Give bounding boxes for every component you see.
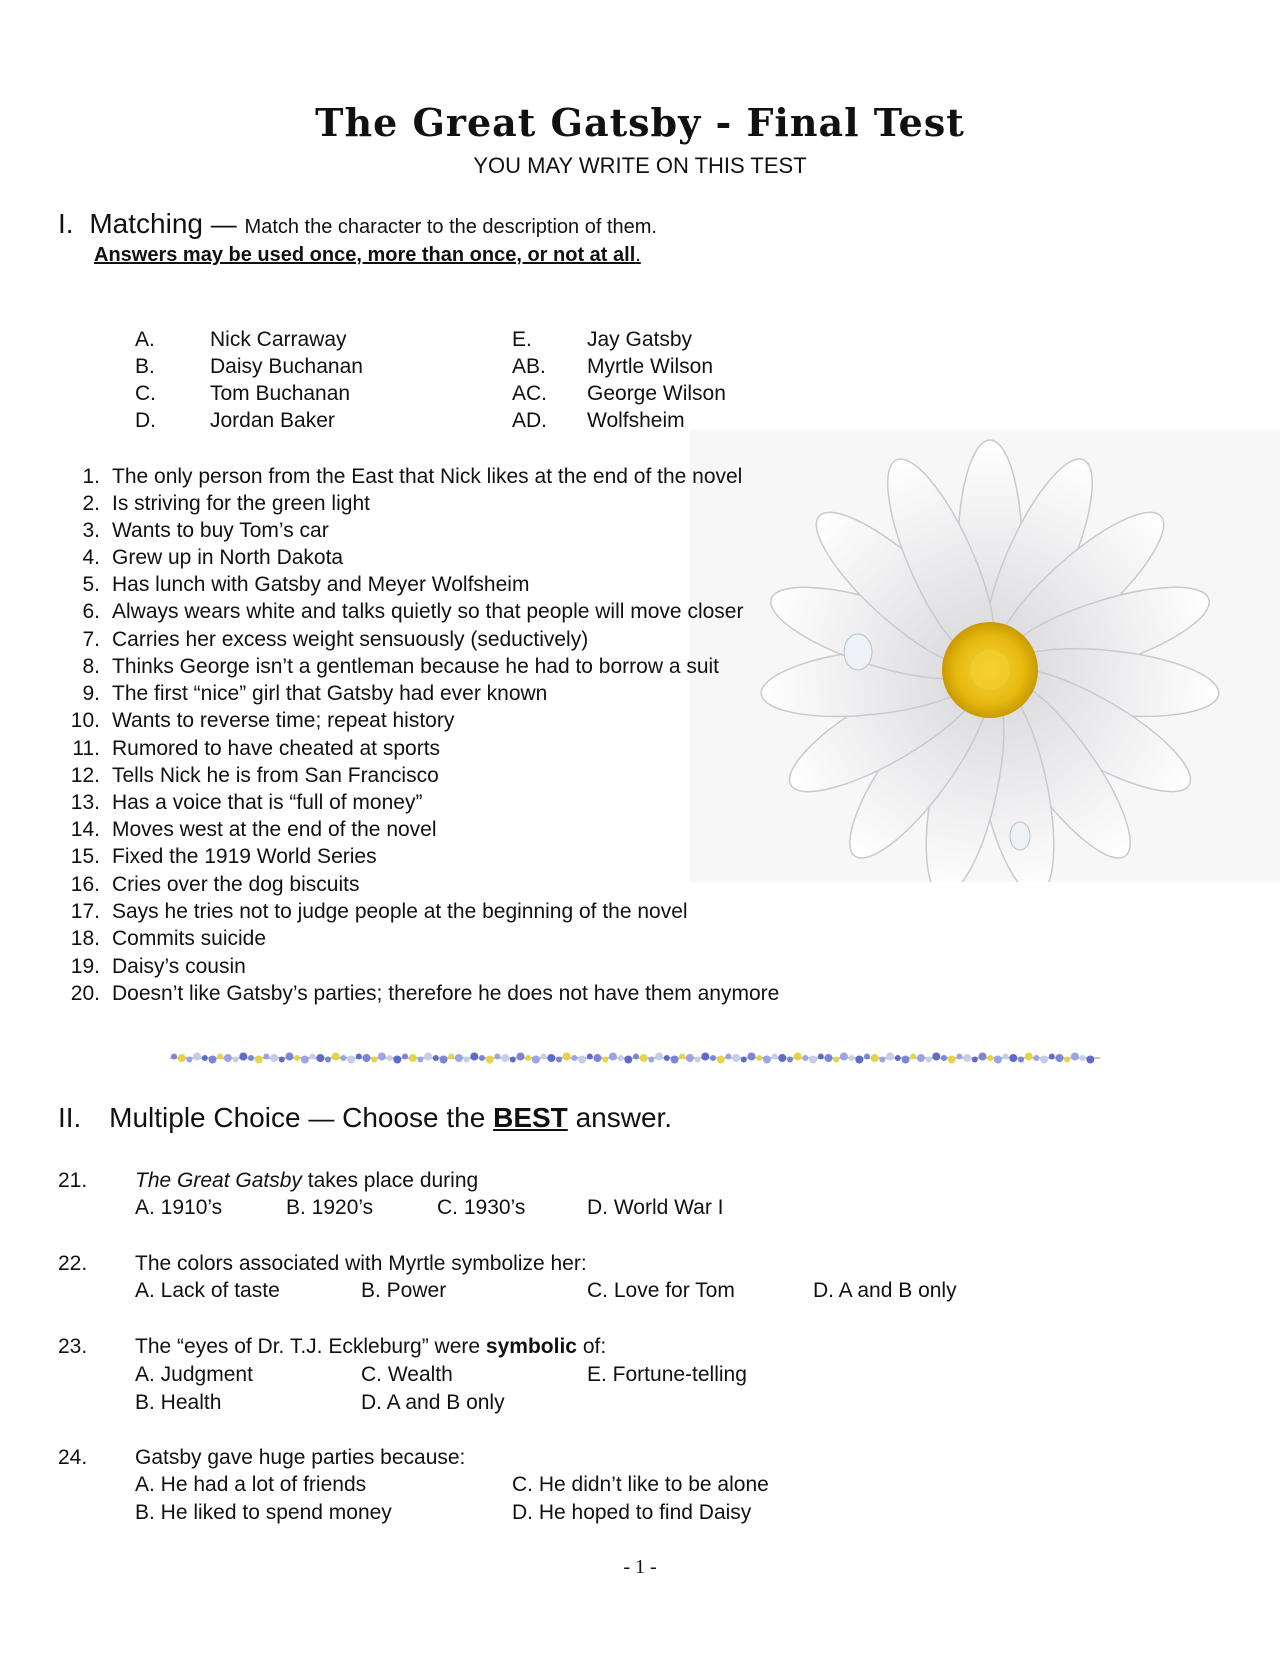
divider-flower (655, 1053, 663, 1061)
mc-option-c: C. 1930’s (437, 1196, 526, 1219)
divider-flower (1064, 1057, 1070, 1063)
mc-option-b: B. Power (361, 1279, 447, 1302)
answers-rule (94, 244, 641, 267)
matching-question (58, 955, 246, 979)
mc-question-text (135, 1169, 478, 1193)
matching-question (58, 818, 437, 842)
mc-option-b: B. Health (135, 1391, 222, 1414)
question-text: The only person from the East that Nick likes at the end of the novel (112, 465, 743, 488)
divider-flower (825, 1054, 833, 1062)
divider-flower (387, 1055, 393, 1061)
book-title: The Great Gatsby (135, 1169, 302, 1192)
divider-flower (932, 1053, 940, 1061)
section-2-title: Multiple Choice (109, 1102, 301, 1133)
question-text: Tells Nick he is from San Francisco (112, 764, 439, 787)
divider-flower (347, 1056, 355, 1064)
divider-flower (840, 1053, 848, 1061)
matching-question (58, 628, 588, 652)
section-1-roman: I. (58, 208, 74, 239)
divider-flower (556, 1057, 562, 1063)
divider-flower (926, 1057, 932, 1063)
question-text: Carries her excess weight sensuously (seductively) (112, 628, 589, 651)
divider-flower (1056, 1054, 1064, 1062)
divider-flower (809, 1056, 817, 1064)
daisy-flower-image (690, 430, 1280, 882)
divider-flower (479, 1055, 485, 1061)
divider-flower (1025, 1053, 1033, 1061)
divider-flower (972, 1057, 978, 1063)
divider-flower (402, 1054, 408, 1060)
mc-option-d: D. A and B only (361, 1391, 505, 1414)
question-number: 8. (82, 655, 100, 678)
question-text: The first “nice” girl that Gatsby had ever known (112, 682, 548, 705)
divider-flower (787, 1057, 793, 1063)
char-name-ac: George Wilson (587, 382, 726, 405)
mc-option-c: C. He didn’t like to be alone (512, 1473, 769, 1496)
matching-question (58, 900, 688, 924)
section-1-dash: — (210, 209, 237, 239)
divider-flower (725, 1054, 731, 1060)
question-number: 13. (70, 791, 100, 814)
char-name-b: Daisy Buchanan (210, 355, 363, 378)
divider-flower (849, 1055, 855, 1061)
divider-flower (741, 1057, 747, 1063)
section-2-best: BEST (493, 1102, 568, 1133)
matching-question (58, 655, 719, 679)
divider-flower (525, 1055, 531, 1061)
divider-flower (171, 1054, 177, 1060)
divider-flower (1080, 1055, 1086, 1061)
char-letter-ad: AD. (512, 409, 548, 432)
divider-flower (624, 1056, 632, 1064)
divider-flower (517, 1053, 525, 1061)
question-text: Daisy’s cousin (112, 955, 246, 978)
divider-flower (710, 1055, 716, 1061)
divider-flower (532, 1056, 540, 1064)
matching-question (58, 873, 359, 897)
divider-flower (633, 1054, 639, 1060)
page-number: - 1 - (623, 1556, 657, 1578)
question-text: Has lunch with Gatsby and Meyer Wolfsheim (112, 573, 530, 596)
mc-option-a: A. Lack of taste (135, 1279, 280, 1302)
char-name-e: Jay Gatsby (587, 328, 693, 351)
question-number: 4. (82, 546, 100, 569)
divider-flower (1033, 1055, 1039, 1061)
mc-question-text: Gatsby gave huge parties because: (135, 1446, 466, 1469)
matching-question (58, 709, 454, 733)
divider-flower (1009, 1054, 1017, 1062)
question-text: Has a voice that is “full of money” (112, 791, 423, 814)
matching-question (58, 519, 329, 543)
mc-question-bold: symbolic (485, 1335, 577, 1358)
mc-option-d: D. He hoped to find Daisy (512, 1501, 752, 1524)
divider-flower (178, 1054, 186, 1062)
mc-question-text: The colors associated with Myrtle symbolize her: (135, 1252, 587, 1275)
question-number: 11. (72, 737, 100, 760)
divider-flower (956, 1054, 962, 1060)
char-name-ad: Wolfsheim (587, 409, 685, 432)
char-letter-b: B. (135, 355, 155, 378)
divider-flower (378, 1053, 386, 1061)
char-letter-d: D. (135, 409, 156, 432)
divider-flower (417, 1057, 423, 1063)
matching-question (58, 682, 547, 706)
section-2-instruction-pre: Choose the (342, 1102, 486, 1133)
mc-option-a: A. Judgment (135, 1363, 253, 1386)
divider-flower (948, 1056, 956, 1064)
matching-question (58, 845, 377, 869)
divider-flower (248, 1055, 254, 1061)
char-letter-e: E. (512, 328, 532, 351)
question-number: 19. (70, 955, 100, 978)
char-letter-ac: AC. (512, 382, 548, 405)
divider-flower (609, 1053, 617, 1061)
divider-flower (193, 1053, 201, 1061)
mc-option-a: A. 1910’s (135, 1196, 223, 1219)
mc-question-number: 21. (58, 1169, 88, 1192)
mc-question-post: of: (582, 1335, 607, 1358)
mc-option-b: B. 1920’s (286, 1196, 374, 1219)
divider-flower (578, 1056, 586, 1064)
divider-flower (941, 1055, 947, 1061)
divider-flower (879, 1057, 885, 1063)
divider-flower (833, 1057, 839, 1063)
divider-flower (732, 1054, 740, 1062)
matching-question (58, 737, 440, 761)
divider-flower (224, 1054, 232, 1062)
divider-flower (301, 1056, 309, 1064)
divider-flower (871, 1054, 879, 1062)
divider-flower (778, 1054, 786, 1062)
divider-flower (270, 1054, 278, 1062)
divider-flower (494, 1054, 500, 1060)
divider-flower (802, 1055, 808, 1061)
divider-flower (902, 1056, 910, 1064)
divider-flower (294, 1055, 300, 1061)
question-text: Always wears white and talks quietly so that people will move closer (112, 600, 744, 623)
divider-flower (424, 1053, 432, 1061)
divider-flower (486, 1056, 494, 1064)
divider-flower (440, 1056, 448, 1064)
mc-option-c: C. Wealth (361, 1363, 453, 1386)
char-name-d: Jordan Baker (210, 409, 335, 432)
question-number: 6. (82, 600, 100, 623)
divider-flower (910, 1054, 916, 1060)
question-text: Rumored to have cheated at sports (112, 737, 441, 760)
mc-option-c: C. Love for Tom (587, 1279, 735, 1302)
divider-flower (332, 1053, 340, 1061)
question-number: 18. (70, 927, 100, 950)
divider-flower (433, 1055, 439, 1061)
divider-flower (886, 1053, 894, 1061)
divider-flower (409, 1054, 417, 1062)
divider-flower (917, 1054, 925, 1062)
divider-flower (587, 1054, 593, 1060)
question-number: 9. (82, 682, 100, 705)
section-2-dash: — (308, 1103, 335, 1133)
divider-flower (594, 1054, 602, 1062)
question-number: 2. (82, 492, 100, 515)
question-number: 5. (82, 573, 100, 596)
question-text: Doesn’t like Gatsby’s parties; therefore he does not have them anymore (112, 982, 780, 1005)
divider-flower (748, 1053, 756, 1061)
question-text: Wants to buy Tom’s car (112, 519, 329, 542)
question-text: Cries over the dog biscuits (112, 873, 360, 896)
mc-question-number: 23. (58, 1335, 88, 1358)
page-title: The Great Gatsby - Final Test (315, 100, 965, 145)
divider-flower (202, 1055, 208, 1061)
char-letter-a: A. (135, 328, 155, 351)
matching-question (58, 573, 529, 597)
divider-flower (895, 1055, 901, 1061)
divider-flower (233, 1057, 239, 1063)
char-name-c: Tom Buchanan (210, 382, 351, 405)
section-1-title: Matching (89, 208, 203, 239)
question-number: 12. (70, 764, 100, 787)
divider-flower (448, 1054, 454, 1060)
question-text: Commits suicide (112, 927, 267, 950)
divider-flower (763, 1056, 771, 1064)
divider-flower (717, 1056, 725, 1064)
divider-flower (994, 1056, 1002, 1064)
mc-option-e: E. Fortune-telling (587, 1363, 747, 1386)
question-number: 15. (70, 845, 100, 868)
divider-flower (756, 1055, 762, 1061)
mc-option-d: D. A and B only (813, 1279, 957, 1302)
matching-question (58, 982, 779, 1006)
divider-flower (794, 1053, 802, 1061)
divider-flower (987, 1055, 993, 1061)
question-number: 14. (70, 818, 100, 841)
divider-flower (864, 1054, 870, 1060)
divider-flower (671, 1056, 679, 1064)
mc-question-text (135, 1335, 606, 1359)
question-number: 3. (82, 519, 100, 542)
char-name-a: Nick Carraway (210, 328, 347, 351)
page-subtitle: YOU MAY WRITE ON THIS TEST (473, 153, 807, 178)
question-number: 20. (70, 982, 100, 1005)
divider-flower (855, 1056, 863, 1064)
divider-flower (1086, 1056, 1094, 1064)
section-1-heading (58, 208, 657, 240)
char-letter-ab: AB. (512, 355, 546, 378)
char-letter-c: C. (135, 382, 156, 405)
matching-question (58, 600, 743, 624)
divider-flower (286, 1053, 294, 1061)
mc-option-b: B. He liked to spend money (135, 1501, 392, 1524)
divider-flower (464, 1057, 470, 1063)
divider-flower (239, 1053, 247, 1061)
matching-question (58, 492, 370, 516)
section-2-instruction-post: answer. (575, 1102, 673, 1133)
matching-question (58, 546, 343, 570)
divider-flower (340, 1055, 346, 1061)
divider-flower (1003, 1054, 1009, 1060)
divider-flower (602, 1057, 608, 1063)
divider-flower (664, 1055, 670, 1061)
divider-flower (510, 1057, 516, 1063)
divider-flower (772, 1054, 778, 1060)
question-text: Thinks George isn’t a gentleman because he had to borrow a suit (112, 655, 720, 678)
divider-flower (209, 1056, 217, 1064)
question-text: Is striving for the green light (112, 492, 370, 515)
mc-question-pre: The “eyes of Dr. T.J. Eckleburg” were (135, 1335, 481, 1358)
section-1-instruction: Match the character to the description of them. (244, 216, 657, 238)
divider-flower (695, 1057, 701, 1063)
divider-flower (563, 1053, 571, 1061)
divider-flower (363, 1054, 371, 1062)
divider-flower (1018, 1057, 1024, 1063)
divider-flower (279, 1057, 285, 1063)
mc-question-number: 22. (58, 1252, 88, 1275)
divider-flower (640, 1054, 648, 1062)
question-number: 16. (70, 873, 100, 896)
divider-flower (686, 1054, 694, 1062)
divider-flower (1040, 1056, 1048, 1064)
divider-flower (547, 1054, 555, 1062)
matching-question (58, 791, 422, 815)
question-text: Grew up in North Dakota (112, 546, 344, 569)
divider-flower (1071, 1053, 1079, 1061)
matching-question (58, 465, 742, 489)
divider-flower (263, 1054, 269, 1060)
mc-option-a: A. He had a lot of friends (135, 1473, 367, 1496)
divider-flower (818, 1054, 824, 1060)
section-2-roman: II. (58, 1102, 82, 1133)
char-name-ab: Myrtle Wilson (587, 355, 714, 378)
divider-flower (679, 1054, 685, 1060)
divider-flower (310, 1054, 316, 1060)
divider-flower (455, 1054, 463, 1062)
divider-flower (470, 1053, 478, 1061)
matching-question (58, 764, 439, 788)
question-number: 10. (70, 709, 100, 732)
divider-flower (618, 1055, 624, 1061)
answers-rule-text: Answers may be used once, more than once, or not at all (94, 244, 636, 266)
question-text: Moves west at the end of the novel (112, 818, 437, 841)
divider-flower (541, 1054, 547, 1060)
question-text: Wants to reverse time; repeat history (112, 709, 455, 732)
mc-option-d: D. World War I (587, 1196, 724, 1219)
divider-flower (979, 1053, 987, 1061)
answers-rule-period: . (635, 244, 641, 266)
divider-flower (393, 1056, 401, 1064)
question-number: 7. (82, 628, 100, 651)
divider-flower (701, 1053, 709, 1061)
divider-flower (1049, 1054, 1055, 1060)
matching-question (58, 927, 266, 951)
question-number: 17. (70, 900, 100, 923)
divider-flower (255, 1056, 263, 1064)
mc-question-number: 24. (58, 1446, 88, 1469)
divider-flower (648, 1057, 654, 1063)
divider-flower (501, 1054, 509, 1062)
divider-flower (571, 1055, 577, 1061)
divider-flower (217, 1054, 223, 1060)
section-2-heading (58, 1102, 672, 1134)
divider-flower (371, 1057, 377, 1063)
question-number: 1. (82, 465, 100, 488)
question-text: Says he tries not to judge people at the beginning of the novel (112, 900, 688, 923)
divider-flower (356, 1054, 362, 1060)
floral-divider (170, 1050, 1100, 1066)
divider-flower (963, 1054, 971, 1062)
question-text: Fixed the 1919 World Series (112, 845, 377, 868)
divider-flower (186, 1057, 192, 1063)
divider-flower (316, 1054, 324, 1062)
mc-question-rest: takes place during (307, 1169, 479, 1192)
divider-flower (325, 1057, 331, 1063)
